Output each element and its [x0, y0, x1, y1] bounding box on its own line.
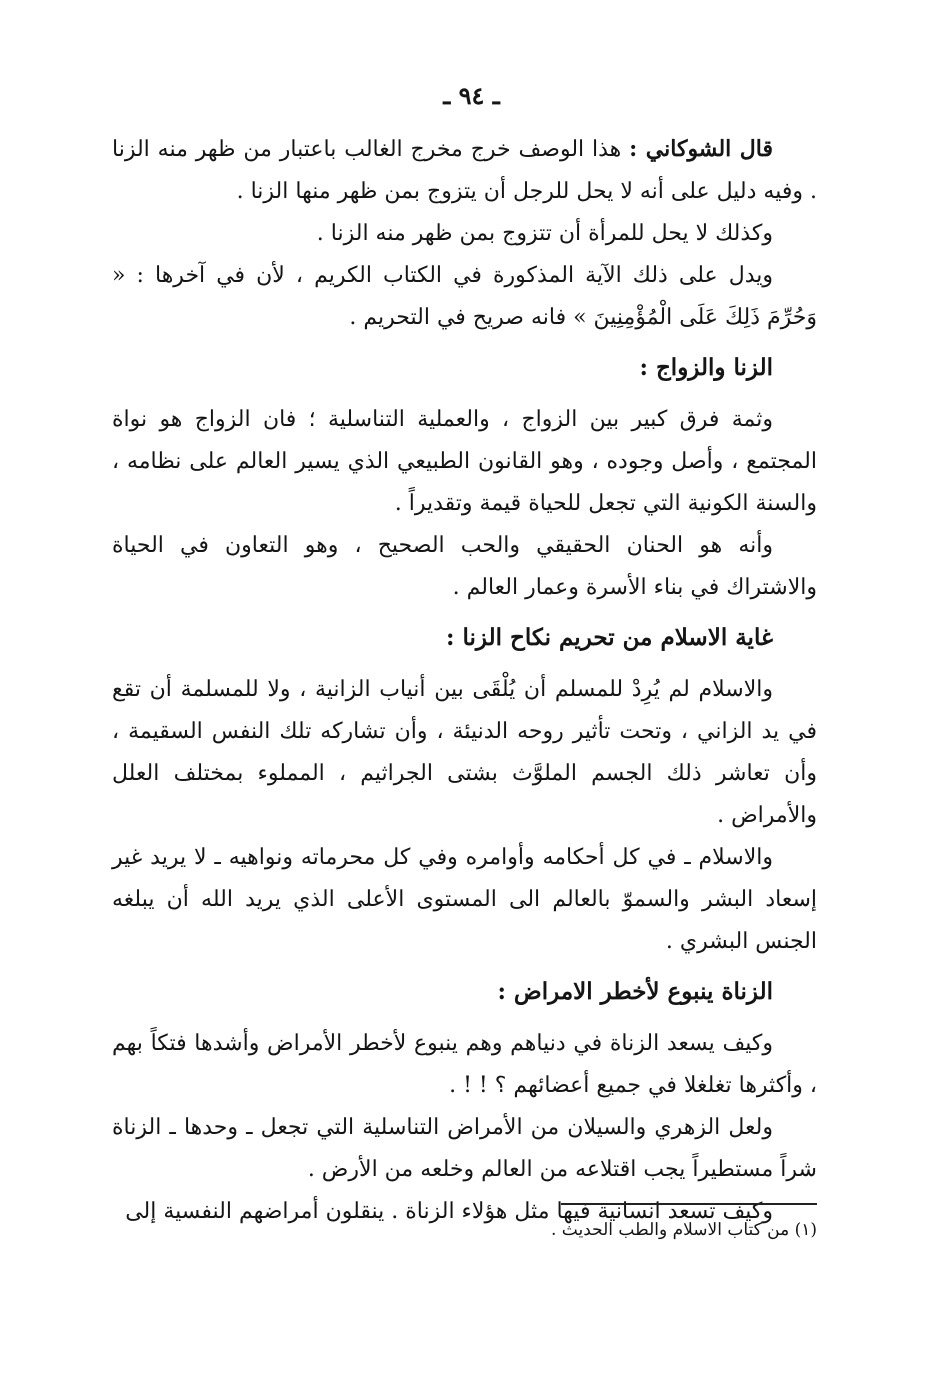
paragraph-true-affection: وأنه هو الحنان الحقيقي والحب الصحيح ، وهو التعاون في الحياة والاشتراك في بناء الأسرة وعمار العالم .: [112, 533, 817, 600]
paragraph-shawkani: [112, 128, 817, 213]
paragraph-syphilis: ولعل الزهري والسيلان من الأمراض التناسلية التي تجعل ـ وحدها ـ الزناة شراً مستطيراً يجب اقتلاعه من العالم وخلعه من الأرض .: [112, 1115, 817, 1182]
paragraph-islam-protection: والاسلام لم يُرِدْ للمسلم أن يُلْقَى بين أنياب الزانية ، ولا للمسلمة أن تقع في يد الزاني ، وتحت تأثير روحه الدنيئة ، وأن تشاركه تلك النفس السقيمة ، وأن تعاشر ذلك الجسم الملوَّث بشتى الجراثيم ، المملوء بمختلف العلل والأمراض .: [112, 677, 817, 828]
paragraph-diseases: وكيف يسعد الزناة في دنياهم وهم ينبوع لأخطر الأمراض وأشدها فتكاً بهم ، وأكثرها تغلغلا في جميع أعضائهم ؟ ! ! .: [112, 1031, 817, 1098]
footnote: (١) من كتاب الاسلام والطب الحديث .: [551, 1220, 817, 1240]
paragraph-woman: وكذلك لا يحل للمرأة أن تتزوج بمن ظهر منه الزنا .: [316, 221, 773, 246]
section-heading-diseases: الزناة ينبوع لأخطر الامراض :: [497, 978, 773, 1005]
paragraph-lead: قال الشوكاني :: [629, 136, 773, 162]
section-heading-islam-purpose: غاية الاسلام من تحريم نكاح الزنا :: [446, 624, 773, 651]
paragraph-verse: ويدل على ذلك الآية المذكورة في الكتاب الكريم ، لأن في آخرها : « وَحُرِّمَ ذَلِكَ عَلَى الْمُؤْمِنِينَ » فانه صريح في التحريم .: [112, 263, 817, 330]
paragraph-islam-rulings: والاسلام ـ في كل أحكامه وأوامره وفي كل محرماته ونواهيه ـ لا يريد غير إسعاد البشر والسموّ بالعالم الى المستوى الأعلى الذي يريد الله أن يبلغه الجنس البشري .: [112, 845, 817, 954]
page-body: [112, 128, 817, 1233]
section-heading-zina-and-marriage: الزنا والزواج :: [639, 354, 773, 381]
paragraph-text: هذا الوصف خرج مخرج الغالب باعتبار من ظهر منه الزنا . وفيه دليل على أنه لا يحل للرجل أن يتزوج بمن ظهر منها الزنا .: [112, 137, 817, 204]
page-number: ـ ٩٤ ـ: [443, 81, 500, 110]
paragraph-humanity: وكيف تسعد انسانية فيها مثل هؤلاء الزناة . ينقلون أمراضهم النفسية إلى: [125, 1199, 773, 1224]
paragraph-marriage-difference: وثمة فرق كبير بين الزواج ، والعملية التناسلية ؛ فان الزواج هو نواة المجتمع ، وأصل وجوده ، وهو القانون الطبيعي الذي يسير العالم على نظامه ، والسنة الكونية التي تجعل للحياة قيمة وتقديراً .: [112, 407, 817, 516]
footnote-divider: [561, 1203, 817, 1205]
